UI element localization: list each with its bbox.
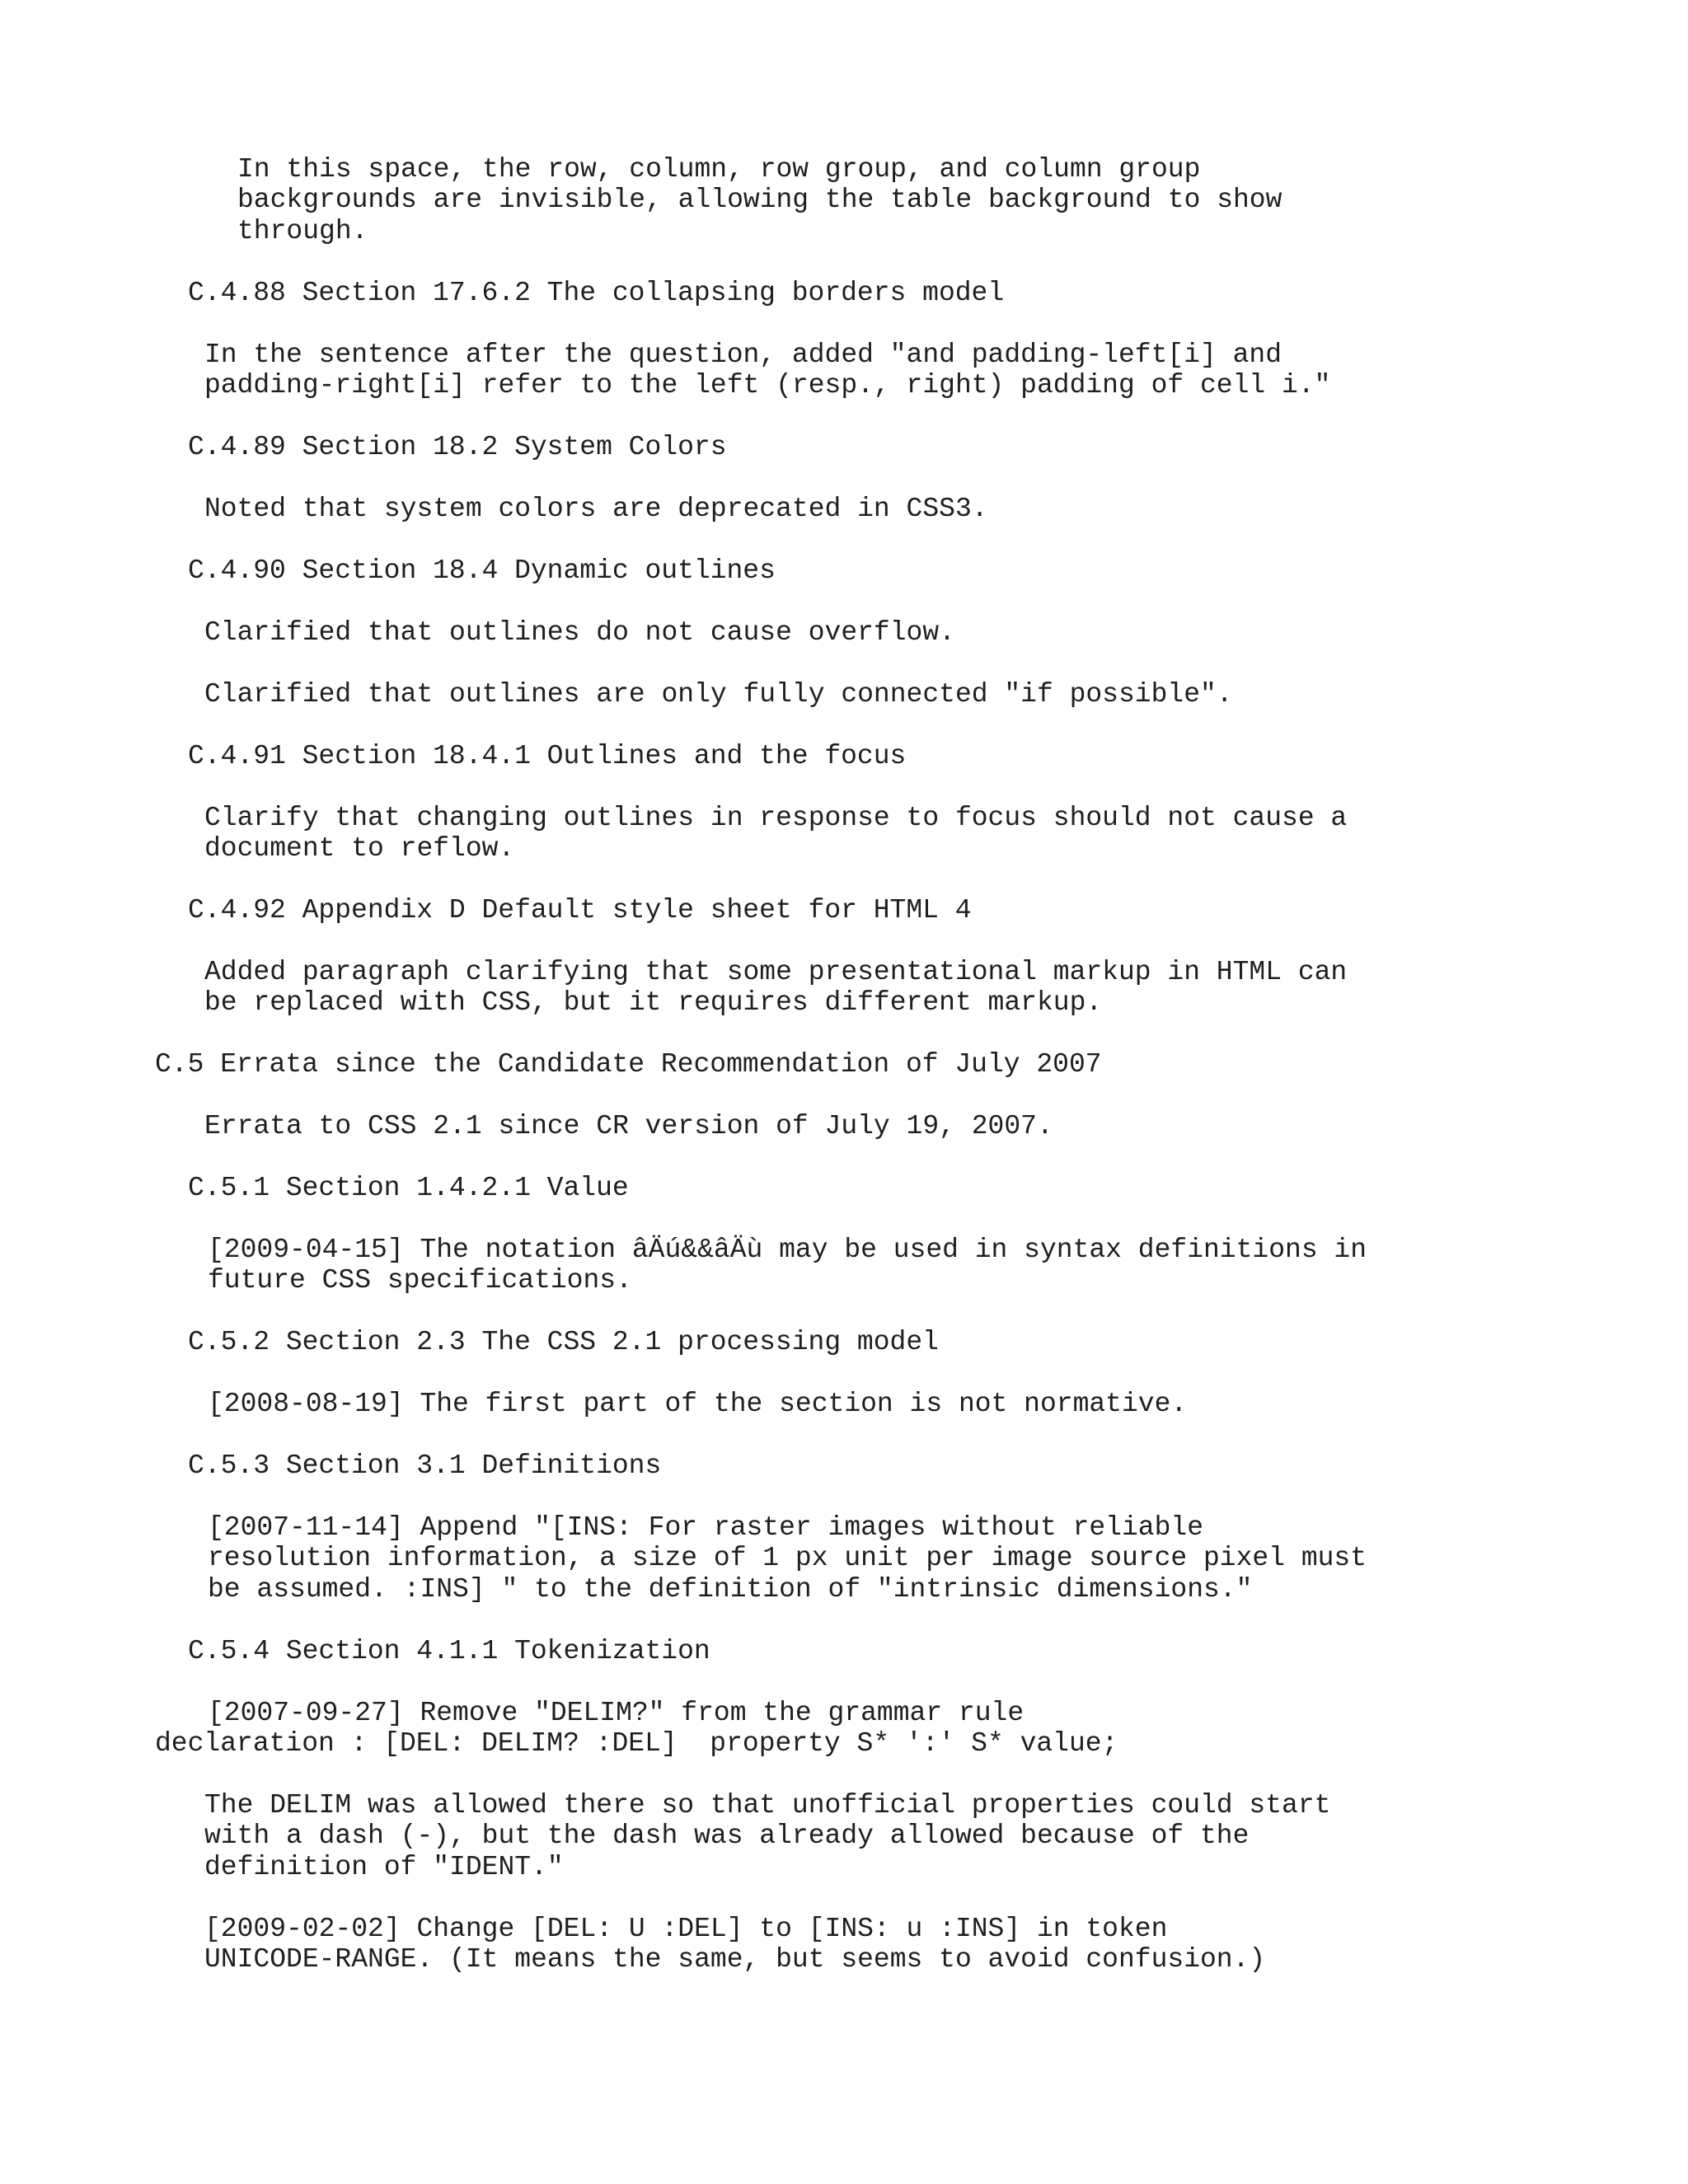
- text-line: backgrounds are invisible, allowing the table background to show: [237, 185, 1282, 215]
- paragraph-c52: [2008-08-19] The first part of the section is not normative.: [208, 1389, 1188, 1419]
- text-line: future CSS specifications.: [208, 1265, 632, 1296]
- section-heading-c54: C.5.4 Section 4.1.1 Tokenization: [188, 1636, 710, 1666]
- text-line: [2009-02-02] Change [DEL: U :DEL] to [INS: u :INS] in token: [204, 1914, 1168, 1944]
- text-line: with a dash (-), but the dash was already allowed because of the: [204, 1821, 1250, 1851]
- section-heading-c488: C.4.88 Section 17.6.2 The collapsing borders model: [188, 278, 1005, 308]
- paragraph-c490-overflow: Clarified that outlines do not cause overflow.: [204, 617, 955, 648]
- section-heading-c53: C.5.3 Section 3.1 Definitions: [188, 1451, 662, 1481]
- text-line: through.: [237, 216, 368, 246]
- paragraph-c54-remove-delim: [2007-09-27] Remove "DELIM?" from the grammar rule: [208, 1698, 1025, 1728]
- text-line: In the sentence after the question, added "and padding-left[i] and: [204, 340, 1282, 370]
- section-heading-c490: C.4.90 Section 18.4 Dynamic outlines: [188, 555, 776, 586]
- text-line: document to reflow.: [204, 833, 515, 864]
- text-line: Added paragraph clarifying that some presentational markup in HTML can: [204, 957, 1348, 987]
- section-heading-c489: C.4.89 Section 18.2 System Colors: [188, 432, 727, 462]
- section-heading-c5: C.5 Errata since the Candidate Recommendation of July 2007: [155, 1049, 1102, 1080]
- section-heading-c491: C.4.91 Section 18.4.1 Outlines and the focus: [188, 741, 907, 771]
- text-line: be replaced with CSS, but it requires different markup.: [204, 987, 1103, 1018]
- section-heading-c52: C.5.2 Section 2.3 The CSS 2.1 processing model: [188, 1327, 939, 1357]
- text-line: [2007-11-14] Append "[INS: For raster images without reliable: [208, 1512, 1203, 1543]
- text-line: The DELIM was allowed there so that unofficial properties could start: [204, 1790, 1331, 1821]
- text-line: padding-right[i] refer to the left (resp., right) padding of cell i.": [204, 370, 1331, 401]
- paragraph-c490-connected: Clarified that outlines are only fully connected "if possible".: [204, 679, 1233, 710]
- text-line: Clarify that changing outlines in response to focus should not cause a: [204, 803, 1348, 833]
- text-line: In this space, the row, column, row group, and column group: [237, 154, 1201, 185]
- code-grammar-rule: declaration : [DEL: DELIM? :DEL] property S* ':' S* value;: [155, 1728, 1118, 1759]
- text-line: UNICODE-RANGE. (It means the same, but seems to avoid confusion.): [204, 1944, 1266, 1975]
- section-heading-c492: C.4.92 Appendix D Default style sheet for HTML 4: [188, 895, 972, 926]
- text-line: resolution information, a size of 1 px unit per image source pixel must: [208, 1543, 1367, 1573]
- text-line: [2009-04-15] The notation âÄú&&âÄù may be used in syntax definitions in: [208, 1235, 1367, 1265]
- text-line: definition of "IDENT.": [204, 1852, 564, 1882]
- paragraph-c5: Errata to CSS 2.1 since CR version of July 19, 2007.: [204, 1111, 1053, 1141]
- text-line: be assumed. :INS] " to the definition of "intrinsic dimensions.": [208, 1574, 1253, 1605]
- section-heading-c51: C.5.1 Section 1.4.2.1 Value: [188, 1173, 629, 1203]
- paragraph-c489: Noted that system colors are deprecated in CSS3.: [204, 494, 988, 524]
